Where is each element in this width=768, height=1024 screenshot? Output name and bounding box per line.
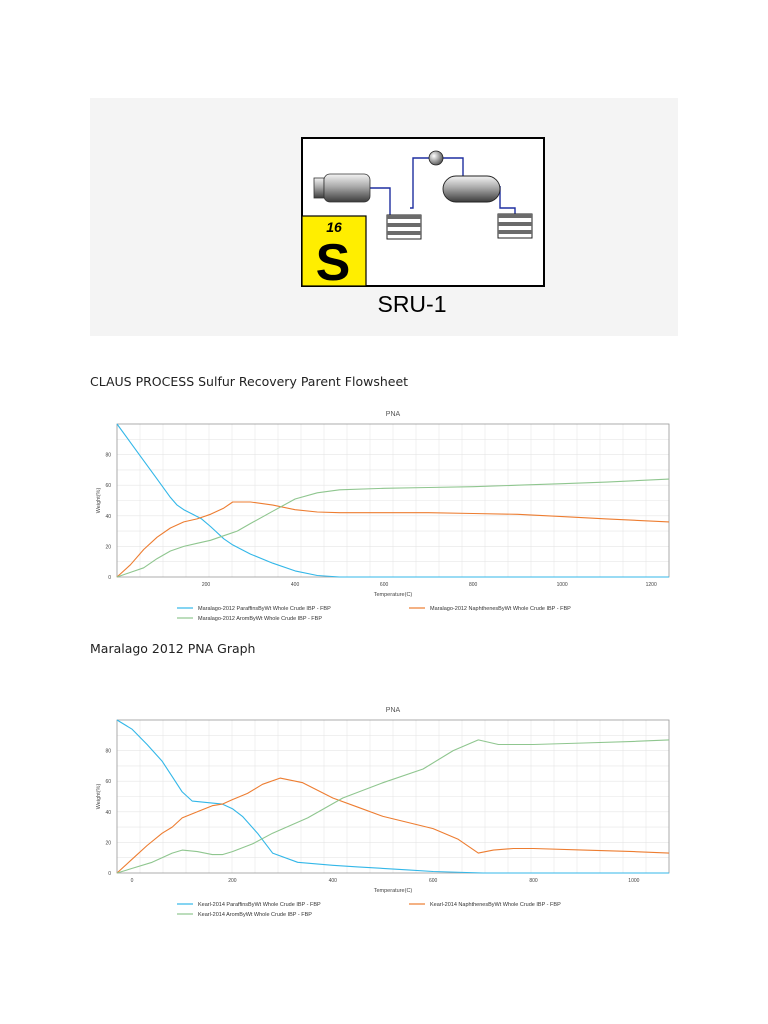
reactor-vessel-icon <box>443 176 500 202</box>
x-tick-label: 1000 <box>556 582 568 588</box>
separator-ball-icon <box>429 151 443 165</box>
chart-grid <box>117 424 669 577</box>
x-tick-label: 1000 <box>628 878 640 884</box>
pna-chart-kearl <box>85 700 685 930</box>
burner-icon <box>314 174 370 202</box>
y-tick-label: 40 <box>105 513 111 520</box>
x-tick-label: 200 <box>201 582 211 588</box>
y-tick-label: 0 <box>108 871 111 877</box>
x-tick-label: 800 <box>468 582 478 588</box>
graph2-caption: Maralago 2012 PNA Graph <box>90 641 256 656</box>
legend-entry: Maralago-2012 NaphthenesByWt Whole Crude IBP - FBP <box>430 606 571 612</box>
y-tick-label: 80 <box>105 452 111 459</box>
legend-entry: Maralago-2012 ParaffinsByWt Whole Crude IBP - FBP <box>198 606 331 612</box>
pna-chart-maralago <box>85 404 685 634</box>
x-tick-label: 800 <box>529 878 538 884</box>
y-axis-label: Weight(%) <box>96 783 102 810</box>
y-tick-label: 40 <box>105 809 111 816</box>
y-tick-label: 60 <box>105 779 111 786</box>
x-tick-label: 400 <box>328 878 337 884</box>
condenser-icon <box>498 214 532 238</box>
x-tick-label: 600 <box>379 582 389 588</box>
unit-name-label: SRU-1 <box>377 291 447 317</box>
flowsheet-diagram-panel <box>90 98 678 336</box>
y-tick-label: 80 <box>105 748 111 755</box>
chart-title: PNA <box>385 707 401 714</box>
legend-entry: Maralago-2012 AromByWt Whole Crude IBP - FBP <box>198 616 323 622</box>
sru-flowsheet-svg <box>90 98 678 336</box>
y-tick-label: 0 <box>108 575 111 581</box>
x-tick-label: 1200 <box>645 582 657 588</box>
y-tick-label: 60 <box>105 483 111 490</box>
condenser-icon <box>387 215 421 239</box>
legend-entry: Kearl-2014 ParaffinsByWt Whole Crude IBP - FBP <box>198 902 321 908</box>
x-axis-label: Temperature(C) <box>373 888 413 894</box>
y-axis-label: Weight(%) <box>96 487 102 514</box>
x-tick-label: 400 <box>290 582 300 588</box>
badge-letter: S <box>315 234 351 292</box>
chart-title: PNA <box>385 411 401 418</box>
x-tick-label: 600 <box>428 878 438 884</box>
x-axis-label: Temperature(C) <box>373 592 413 598</box>
badge-number: 16 <box>326 219 342 235</box>
flowsheet-caption: CLAUS PROCESS Sulfur Recovery Parent Flowsheet <box>90 374 409 389</box>
x-tick-label: 200 <box>228 878 237 884</box>
y-tick-label: 20 <box>105 840 111 847</box>
legend-entry: Kearl-2014 NaphthenesByWt Whole Crude IBP - FBP <box>430 902 561 908</box>
legend-entry: Kearl-2014 AromByWt Whole Crude IBP - FBP <box>198 912 312 918</box>
y-tick-label: 20 <box>105 544 111 551</box>
x-tick-label: 0 <box>130 878 134 884</box>
